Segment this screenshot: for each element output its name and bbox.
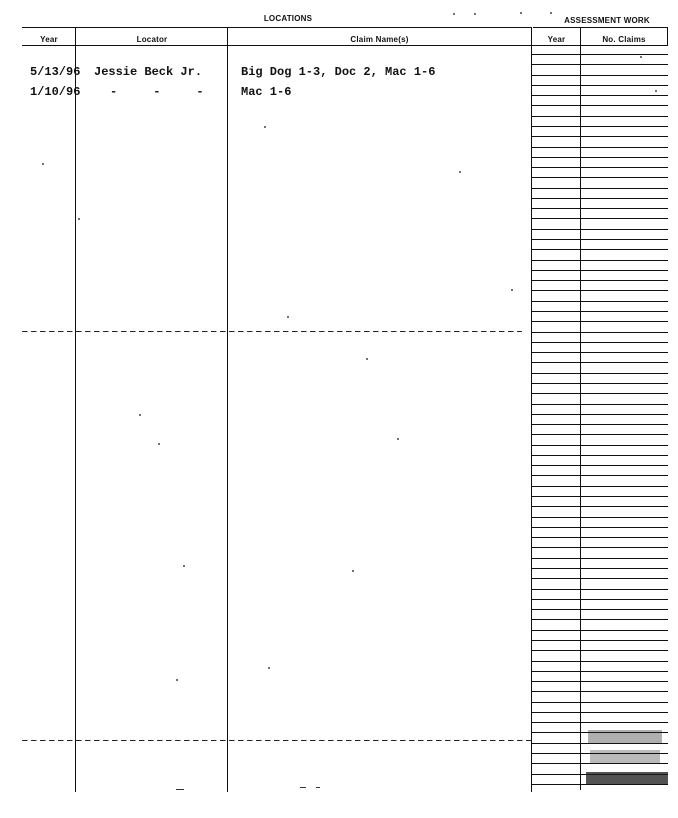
assessment-row-rule xyxy=(532,599,668,600)
header-top-rule xyxy=(22,27,532,28)
column-header-no-claims: No. Claims xyxy=(602,35,646,44)
column-header-locator: Locator xyxy=(136,35,168,44)
scan-smudge xyxy=(588,730,662,744)
assessment-work-heading: ASSESSMENT WORK xyxy=(564,16,650,25)
assessment-row-rule xyxy=(532,280,668,281)
assessment-row-rule xyxy=(532,414,668,415)
assessment-row-rule xyxy=(532,558,668,559)
assessment-row-rule xyxy=(532,208,668,209)
assessment-row-rule xyxy=(532,681,668,682)
assessment-row-rule xyxy=(532,609,668,610)
assessment-row-rule xyxy=(532,527,668,528)
assessment-row-rule xyxy=(532,671,668,672)
scan-speck xyxy=(158,443,160,445)
assessment-row-rule xyxy=(532,321,668,322)
assessment-row-rule xyxy=(532,445,668,446)
assessment-row-rule xyxy=(532,702,668,703)
assessment-row-rule xyxy=(532,362,668,363)
scan-speck xyxy=(397,438,399,440)
scan-speck xyxy=(264,126,266,128)
divider-claims-aw xyxy=(531,28,532,792)
assessment-row-rule xyxy=(532,249,668,250)
assessment-row-rule xyxy=(532,64,668,65)
bottom-mark xyxy=(176,789,184,790)
scan-smudge xyxy=(586,772,668,784)
assessment-row-rule xyxy=(532,54,668,55)
assessment-row-rule xyxy=(532,547,668,548)
assessment-row-rule xyxy=(532,506,668,507)
bottom-mark xyxy=(316,787,320,788)
assessment-row-rule xyxy=(532,589,668,590)
assessment-row-rule xyxy=(532,157,668,158)
assessment-row-rule xyxy=(532,105,668,106)
scan-speck xyxy=(183,565,185,567)
assessment-row-rule xyxy=(532,517,668,518)
assessment-row-rule xyxy=(532,95,668,96)
assessment-row-rule xyxy=(532,578,668,579)
fold-line-lower xyxy=(22,740,532,741)
scan-speck xyxy=(655,90,657,92)
assessment-row-rule xyxy=(532,167,668,168)
assessment-row-rule xyxy=(532,75,668,76)
assessment-row-rule xyxy=(532,342,668,343)
scan-speck xyxy=(176,679,178,681)
assessment-row-rule xyxy=(532,650,668,651)
assessment-row-rule xyxy=(532,712,668,713)
scan-speck xyxy=(287,316,289,318)
column-header-claim-names: Claim Name(s) xyxy=(350,35,409,44)
assessment-row-rule xyxy=(532,116,668,117)
divider-aw-year-claims xyxy=(580,28,581,790)
divider-locator-claims xyxy=(227,28,228,792)
assessment-row-rule xyxy=(532,260,668,261)
assessment-row-rule xyxy=(532,332,668,333)
assessment-row-rule xyxy=(532,229,668,230)
assessment-row-rule xyxy=(532,404,668,405)
assessment-row-rule xyxy=(532,177,668,178)
row-2-locator: - - - xyxy=(110,85,204,99)
scan-speck xyxy=(474,13,476,15)
scan-speck xyxy=(520,12,522,14)
assessment-row-rule xyxy=(532,722,668,723)
scan-speck xyxy=(453,13,455,15)
assessment-row-rule xyxy=(532,126,668,127)
assessment-row-rule xyxy=(532,147,668,148)
fold-line-upper xyxy=(22,331,522,332)
assessment-row-rule xyxy=(532,537,668,538)
scan-speck xyxy=(366,358,368,360)
assessment-row-rule xyxy=(532,218,668,219)
assessment-row-rule xyxy=(532,290,668,291)
assessment-row-rule xyxy=(532,619,668,620)
scan-speck xyxy=(640,56,642,58)
divider-aw-right xyxy=(667,28,668,46)
row-2-year: 1/10/96 xyxy=(30,85,81,99)
assessment-row-rule xyxy=(532,434,668,435)
scan-speck xyxy=(511,289,513,291)
assessment-row-rule xyxy=(532,352,668,353)
assessment-row-rule xyxy=(532,630,668,631)
assessment-row-rule xyxy=(532,424,668,425)
assessment-row-rule xyxy=(532,85,668,86)
row-1-claims: Big Dog 1-3, Doc 2, Mac 1-6 xyxy=(241,65,436,79)
locations-heading: LOCATIONS xyxy=(263,14,313,23)
assessment-row-rule xyxy=(532,486,668,487)
assessment-row-rule xyxy=(532,311,668,312)
assessment-row-rule xyxy=(532,373,668,374)
assessment-row-rule xyxy=(532,198,668,199)
assessment-row-rule xyxy=(532,496,668,497)
assessment-row-rule xyxy=(532,393,668,394)
scan-speck xyxy=(459,171,461,173)
scan-smudge xyxy=(590,750,660,764)
row-2-claims: Mac 1-6 xyxy=(241,85,292,99)
assessment-row-rule xyxy=(532,188,668,189)
scan-speck xyxy=(42,163,44,165)
scan-speck xyxy=(139,414,141,416)
aw-header-top-rule xyxy=(533,27,668,28)
assessment-row-rule xyxy=(532,661,668,662)
divider-year-locator xyxy=(75,28,76,792)
assessment-row-rule xyxy=(532,475,668,476)
assessment-row-rule xyxy=(532,239,668,240)
assessment-row-rule xyxy=(532,465,668,466)
row-1-year: 5/13/96 xyxy=(30,65,81,79)
header-bottom-rule xyxy=(22,45,668,46)
assessment-row-rule xyxy=(532,383,668,384)
assessment-row-rule xyxy=(532,301,668,302)
assessment-row-rule xyxy=(532,270,668,271)
bottom-mark xyxy=(300,787,306,788)
column-header-year: Year xyxy=(40,35,58,44)
assessment-row-rule xyxy=(532,784,668,785)
assessment-row-rule xyxy=(532,640,668,641)
assessment-row-rule xyxy=(532,691,668,692)
assessment-row-rule xyxy=(532,568,668,569)
assessment-row-rule xyxy=(532,455,668,456)
scan-speck xyxy=(268,667,270,669)
assessment-row-rule xyxy=(532,136,668,137)
scan-speck xyxy=(550,12,552,14)
row-1-locator: Jessie Beck Jr. xyxy=(94,65,203,79)
column-header-aw-year: Year xyxy=(547,35,566,44)
scan-speck xyxy=(78,218,80,220)
scan-speck xyxy=(352,570,354,572)
